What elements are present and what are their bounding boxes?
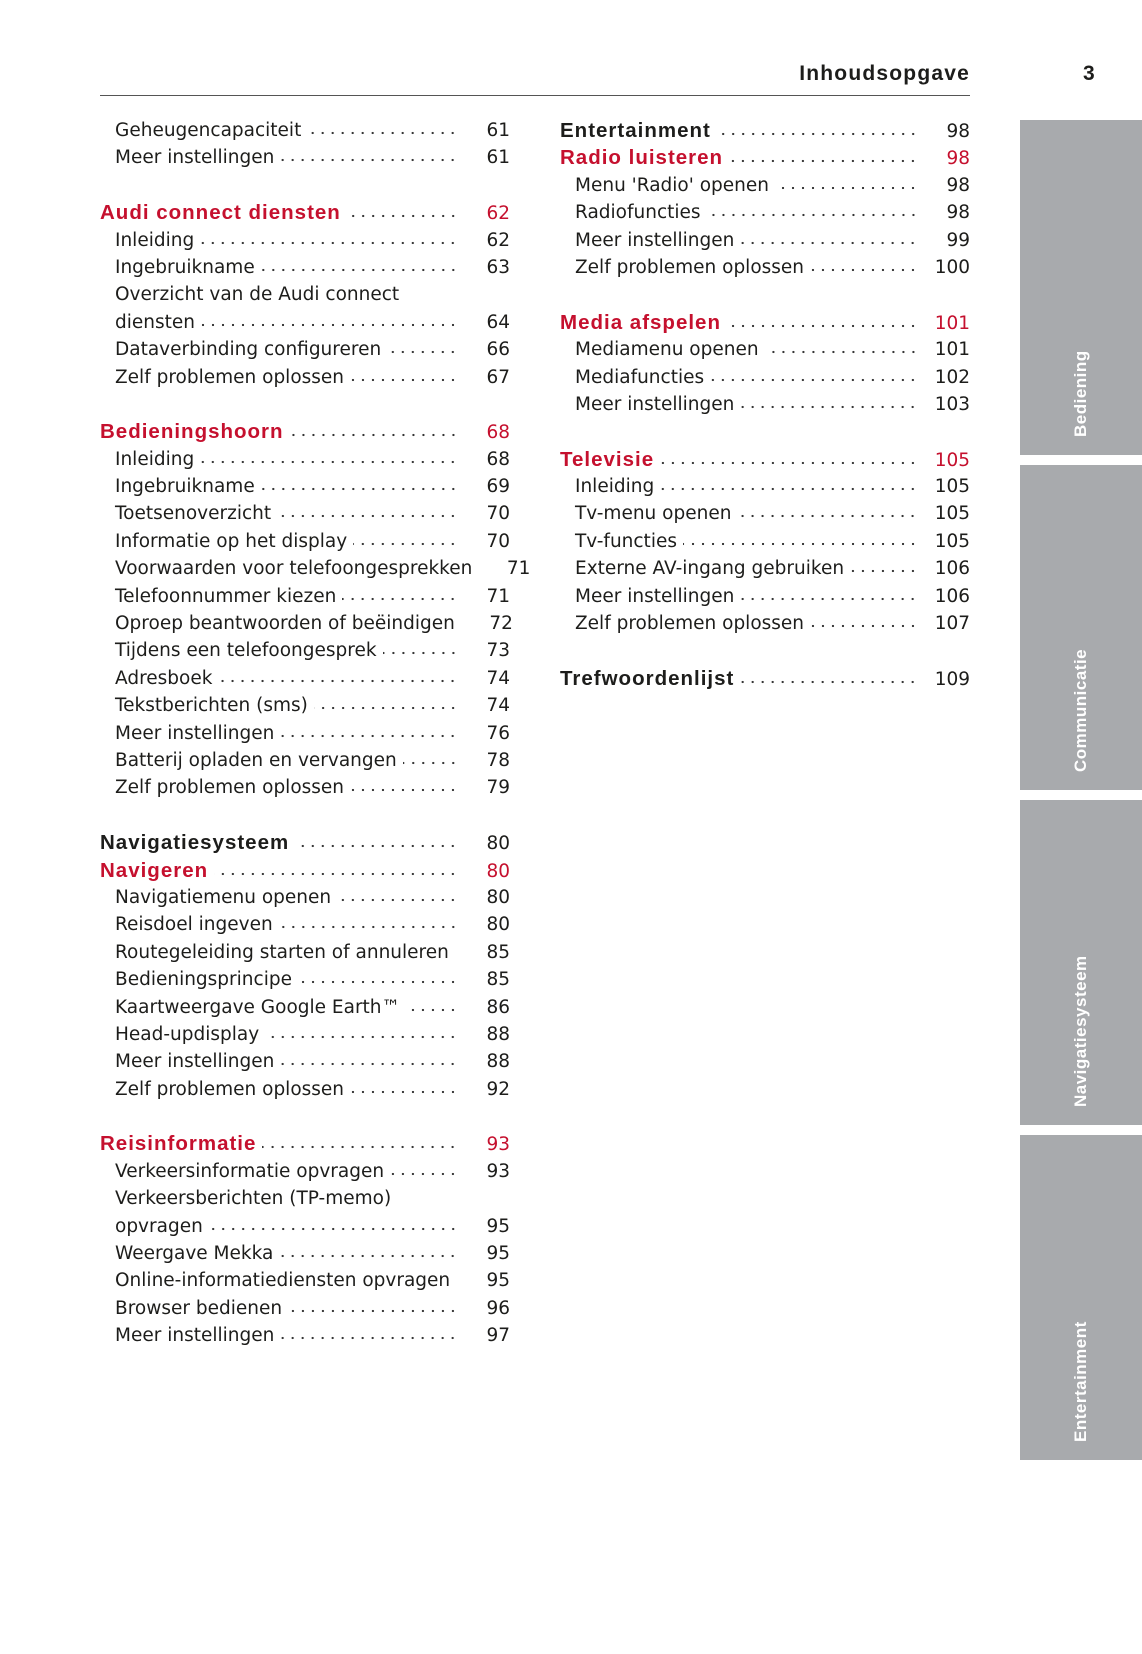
toc-chapter[interactable] (100, 1130, 510, 1157)
entry-page: 105 (934, 449, 970, 471)
entry-page: 80 (486, 914, 510, 936)
dot-leader (307, 131, 458, 135)
toc-entry[interactable] (100, 336, 510, 363)
toc-entry[interactable] (100, 1185, 510, 1212)
entry-page: 80 (486, 860, 510, 882)
toc-entry[interactable] (100, 555, 531, 582)
toc-chapter[interactable] (560, 665, 970, 692)
entry-title: Navigatiemenu openen (115, 886, 332, 908)
entry-page: 106 (934, 558, 970, 580)
entry-title: opvragen (115, 1215, 203, 1237)
dot-leader (350, 378, 458, 382)
toc-entry[interactable] (100, 1240, 510, 1267)
entry-page: 74 (486, 695, 510, 717)
entry-page: 74 (486, 667, 510, 689)
toc-chapter[interactable] (560, 446, 970, 473)
entry-title: Bedieningshoorn (100, 420, 284, 444)
entry-page: 68 (486, 422, 510, 444)
entry-title: Toetsenoverzicht (115, 503, 272, 525)
entry-title: diensten (115, 311, 195, 333)
dot-leader (406, 1008, 458, 1012)
spacer (560, 281, 970, 308)
entry-page: 88 (486, 1023, 510, 1045)
dot-leader (209, 1227, 458, 1231)
dot-leader (383, 651, 458, 655)
entry-title: Kaartweergave Google Earth™ (115, 996, 401, 1018)
entry-title: Bedieningsprincipe (115, 969, 292, 991)
entry-title: Overzicht van de Audi connect (115, 284, 400, 306)
dot-leader (387, 350, 458, 354)
entry-title: Entertainment (560, 119, 711, 142)
toc-entry[interactable] (560, 555, 970, 582)
toc-entry[interactable] (100, 364, 510, 391)
entry-page: 96 (486, 1297, 510, 1319)
entry-title: Verkeersinformatie opvragen (115, 1160, 385, 1182)
dot-leader (765, 350, 918, 354)
dot-leader (261, 268, 458, 272)
spacer (560, 418, 970, 445)
spacer (100, 802, 510, 829)
toc-entry[interactable] (100, 1295, 510, 1322)
side-tab-label: Entertainment (1071, 1321, 1090, 1442)
entry-page: 97 (486, 1325, 510, 1347)
entry-title: Zelf problemen oplossen (575, 256, 805, 278)
entry-page: 101 (934, 312, 970, 334)
entry-title: Head-updisplay (115, 1023, 260, 1045)
dot-leader (660, 487, 918, 491)
toc-entry[interactable] (100, 911, 510, 938)
entry-title: Radio luisteren (560, 146, 724, 170)
toc-entry[interactable] (100, 117, 510, 144)
entry-title: Tekstberichten (sms) (115, 695, 308, 717)
toc-entry[interactable] (100, 774, 510, 801)
entry-title: Tv-menu openen (575, 503, 732, 525)
dot-leader (201, 323, 458, 327)
dot-leader (717, 132, 918, 136)
entry-page: 72 (489, 613, 513, 635)
toc-entry[interactable] (560, 610, 970, 637)
entry-title: Trefwoordenlijst (560, 666, 735, 690)
toc-entry[interactable] (100, 884, 510, 911)
toc-chapter[interactable] (100, 199, 510, 226)
entry-page: 61 (486, 147, 510, 169)
side-tab-navigatiesysteem[interactable] (1020, 800, 1142, 1125)
entry-page: 101 (934, 339, 970, 361)
entry-page: 71 (486, 585, 510, 607)
entry-page: 70 (486, 503, 510, 525)
dot-leader (353, 542, 458, 546)
toc-entry[interactable] (560, 500, 970, 527)
entry-page: 109 (934, 668, 970, 690)
dot-leader (342, 597, 458, 601)
entry-title: Meer instellingen (575, 585, 735, 607)
page-number: 3 (1083, 62, 1095, 85)
toc-entry[interactable] (100, 446, 510, 473)
toc-entry[interactable] (100, 637, 510, 664)
entry-page: 98 (946, 174, 970, 196)
toc-chapter[interactable] (100, 829, 510, 856)
entry-title: Geheugencapaciteit (115, 120, 302, 141)
section-title: Inhoudsopgave (799, 62, 970, 85)
entry-page: 63 (486, 256, 510, 278)
entry-page: 76 (486, 722, 510, 744)
entry-title: Mediamenu openen (575, 339, 759, 361)
entry-title: Adresboek (115, 667, 213, 689)
entry-title: Voorwaarden voor telefoongesprekken (115, 558, 473, 580)
entry-title: Zelf problemen oplossen (575, 613, 805, 635)
entry-title: Telefoonnummer kiezen (115, 585, 337, 607)
dot-leader (850, 569, 918, 573)
dot-leader (740, 241, 918, 245)
dot-leader (280, 1062, 458, 1066)
spacer (100, 1103, 510, 1130)
entry-page: 93 (486, 1160, 510, 1182)
entry-title: Ingebruikname (115, 256, 255, 278)
entry-page: 79 (486, 777, 510, 799)
entry-title: Meer instellingen (575, 229, 735, 251)
dot-leader (314, 706, 458, 710)
toc-chapter[interactable] (100, 857, 510, 884)
dot-leader (740, 405, 918, 409)
dot-leader (740, 680, 918, 684)
toc-entry[interactable] (100, 1213, 510, 1240)
dot-leader (683, 542, 918, 546)
dot-leader (810, 624, 918, 628)
entry-title: Oproep beantwoorden of beëindigen (115, 613, 455, 635)
entry-page: 98 (946, 148, 970, 170)
toc-entry[interactable] (100, 747, 510, 774)
dot-leader (729, 159, 918, 163)
entry-title: Dataverbinding configureren (115, 339, 382, 361)
dot-leader (710, 378, 918, 382)
toc-entry[interactable] (560, 528, 970, 555)
dot-leader (403, 761, 458, 765)
toc-entry[interactable] (100, 1267, 510, 1294)
entry-title: Mediafuncties (575, 366, 705, 388)
entry-page: 86 (486, 996, 510, 1018)
toc-chapter[interactable] (560, 117, 970, 144)
toc-entry[interactable] (560, 336, 970, 363)
side-tab-bediening[interactable] (1020, 120, 1142, 455)
dot-leader (390, 1172, 458, 1176)
toc-entry[interactable] (100, 281, 510, 308)
toc-entry[interactable] (100, 1322, 510, 1349)
entry-title: Zelf problemen oplossen (115, 1078, 345, 1100)
dot-leader (350, 1090, 458, 1094)
entry-title: Navigeren (100, 858, 209, 882)
entry-page: 105 (934, 476, 970, 498)
toc-entry[interactable] (100, 227, 510, 254)
dot-leader (775, 186, 918, 190)
dot-leader (280, 734, 458, 738)
side-tab-communicatie[interactable] (1020, 465, 1142, 790)
entry-page: 85 (486, 941, 510, 963)
toc-entry[interactable] (560, 364, 970, 391)
entry-page: 103 (934, 393, 970, 415)
header-divider (100, 95, 970, 96)
dot-leader (298, 980, 458, 984)
entry-title: Ingebruikname (115, 476, 255, 498)
toc-entry[interactable] (100, 528, 510, 555)
entry-title: Batterij opladen en vervangen (115, 749, 397, 771)
toc-entry[interactable] (100, 583, 510, 610)
toc-entry[interactable] (560, 254, 970, 281)
dot-leader (347, 214, 458, 218)
toc-entry[interactable] (100, 665, 510, 692)
dot-leader (279, 1254, 458, 1258)
entry-title: Informatie op het display (115, 530, 348, 552)
entry-title: Tv-functies (575, 530, 677, 552)
toc-entry[interactable] (100, 500, 510, 527)
toc-entry[interactable] (560, 391, 970, 418)
toc-entry[interactable] (100, 1158, 510, 1185)
entry-title: Audi connect diensten (100, 201, 341, 225)
entry-page: 88 (486, 1051, 510, 1073)
toc-right-column (560, 117, 970, 692)
toc-chapter[interactable] (100, 418, 510, 445)
entry-title: Weergave Mekka (115, 1243, 274, 1265)
entry-title: Routegeleiding starten of annuleren (115, 941, 449, 963)
entry-page: 80 (486, 833, 510, 855)
entry-page: 70 (486, 530, 510, 552)
dot-leader (261, 487, 458, 491)
entry-page: 95 (486, 1243, 510, 1265)
toc-chapter[interactable] (560, 144, 970, 171)
entry-title: Reisdoel ingeven (115, 914, 273, 936)
side-tab-label: Communicatie (1071, 648, 1090, 772)
toc-entry[interactable] (100, 309, 510, 336)
entry-title: Inleiding (115, 448, 195, 470)
entry-title: Meer instellingen (575, 393, 735, 415)
entry-page: 64 (486, 311, 510, 333)
dot-leader (200, 460, 458, 464)
dot-leader (455, 953, 458, 957)
entry-title: Inleiding (575, 476, 655, 498)
dot-leader (350, 788, 458, 792)
entry-title: Media afspelen (560, 310, 721, 334)
entry-page: 71 (506, 558, 531, 580)
toc-entry[interactable] (100, 1076, 510, 1103)
toc-left-column (100, 117, 531, 1350)
dot-leader (810, 268, 918, 272)
toc-entry[interactable] (100, 473, 510, 500)
entry-page: 92 (486, 1078, 510, 1100)
toc-entry[interactable] (560, 473, 970, 500)
entry-title: Radiofuncties (575, 202, 701, 224)
dot-leader (288, 1309, 458, 1313)
entry-page: 93 (486, 1134, 510, 1156)
entry-title: Zelf problemen oplossen (115, 366, 345, 388)
dot-leader (262, 1145, 458, 1149)
entry-title: Browser bedienen (115, 1297, 283, 1319)
entry-page: 85 (486, 969, 510, 991)
entry-title: Televisie (560, 447, 655, 471)
entry-title: Meer instellingen (115, 722, 275, 744)
dot-leader (265, 1035, 458, 1039)
side-tab-label: Bediening (1071, 350, 1090, 437)
entry-page: 100 (934, 256, 970, 278)
entry-page: 68 (486, 448, 510, 470)
toc-chapter[interactable] (560, 309, 970, 336)
entry-title: Inleiding (115, 229, 195, 251)
entry-page: 78 (486, 749, 510, 771)
entry-title: Meer instellingen (115, 147, 275, 169)
dot-leader (279, 925, 458, 929)
dot-leader (218, 679, 458, 683)
dot-leader (200, 241, 458, 245)
toc-entry[interactable] (100, 1048, 510, 1075)
toc-entry[interactable] (560, 583, 970, 610)
entry-title: Online-informatiediensten opvragen (115, 1270, 451, 1292)
spacer (560, 637, 970, 664)
toc-entry[interactable] (100, 144, 510, 171)
dot-leader (295, 844, 458, 848)
toc-entry[interactable] (560, 172, 970, 199)
dot-leader (280, 1336, 458, 1340)
spacer (100, 172, 510, 199)
entry-title: Menu 'Radio' openen (575, 174, 769, 196)
entry-page: 80 (486, 886, 510, 908)
entry-page: 61 (486, 120, 510, 141)
entry-page: 62 (486, 229, 510, 251)
entry-page: 66 (486, 339, 510, 361)
entry-page: 105 (934, 503, 970, 525)
entry-page: 98 (946, 202, 970, 224)
dot-leader (740, 597, 918, 601)
entry-page: 102 (934, 366, 970, 388)
entry-title: Meer instellingen (115, 1051, 275, 1073)
entry-page: 62 (486, 203, 510, 225)
toc-entry[interactable] (100, 254, 510, 281)
side-tab-label: Navigatiesysteem (1071, 955, 1090, 1107)
dot-leader (737, 514, 918, 518)
dot-leader (660, 461, 918, 465)
entry-title: Navigatiesysteem (100, 831, 290, 855)
side-tab-entertainment[interactable] (1020, 1135, 1142, 1460)
entry-page: 73 (486, 640, 510, 662)
entry-page: 95 (486, 1270, 510, 1292)
toc-entry[interactable] (100, 966, 510, 993)
toc-entry[interactable] (560, 227, 970, 254)
toc-entry[interactable] (100, 939, 510, 966)
spacer (100, 391, 510, 418)
entry-page: 99 (946, 229, 970, 251)
toc-entry[interactable] (100, 1021, 510, 1048)
toc-entry[interactable] (100, 610, 513, 637)
entry-page: 105 (934, 530, 970, 552)
toc-entry[interactable] (100, 720, 510, 747)
entry-page: 69 (486, 476, 510, 498)
entry-page: 106 (934, 585, 970, 607)
entry-title: Externe AV-ingang gebruiken (575, 558, 845, 580)
entry-title: Verkeersberichten (TP-memo) (115, 1188, 392, 1210)
dot-leader (280, 158, 458, 162)
dot-leader (214, 872, 458, 876)
entry-title: Meer instellingen (115, 1325, 275, 1347)
dot-leader (707, 213, 918, 217)
dot-leader (337, 898, 458, 902)
toc-entry[interactable] (100, 994, 510, 1021)
dot-leader (277, 514, 458, 518)
entry-page: 98 (946, 121, 970, 142)
toc-entry[interactable] (100, 692, 510, 719)
entry-page: 107 (934, 613, 970, 635)
entry-title: Tijdens een telefoongesprek (115, 640, 377, 662)
dot-leader (290, 433, 458, 437)
dot-leader (727, 324, 918, 328)
entry-title: Reisinformatie (100, 1132, 257, 1156)
entry-page: 95 (486, 1215, 510, 1237)
entry-page: 67 (486, 366, 510, 388)
toc-entry[interactable] (560, 199, 970, 226)
dot-leader (456, 1281, 458, 1285)
entry-title: Zelf problemen oplossen (115, 777, 345, 799)
